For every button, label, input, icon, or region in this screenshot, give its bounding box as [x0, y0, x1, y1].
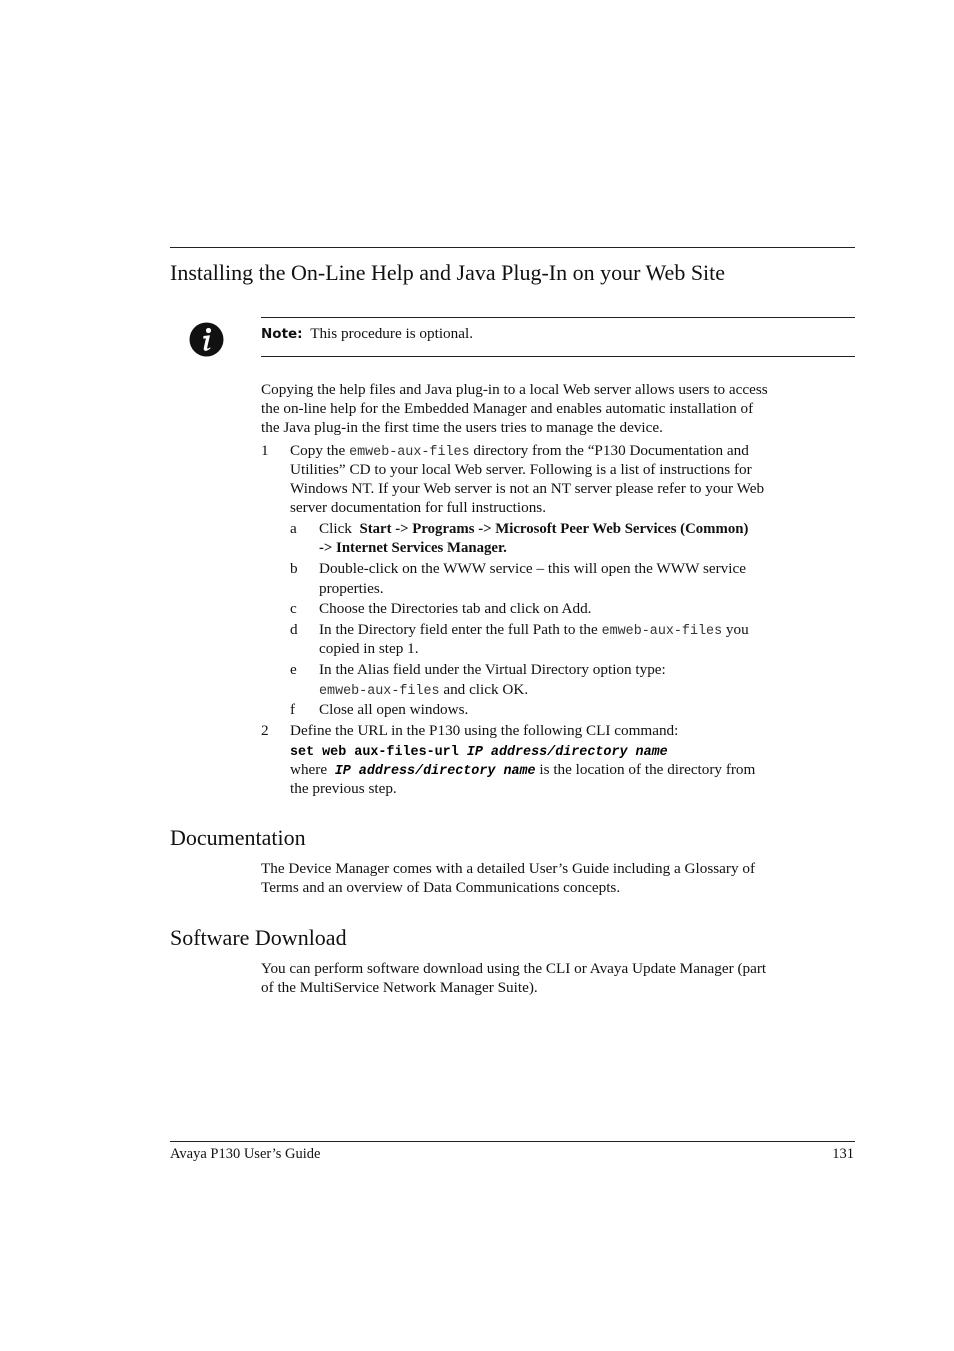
step-1-line-2: Utilities” CD to your local Web server. Following is a list of instructions for	[290, 461, 752, 478]
software-download-line-1: You can perform software download using the CLI or Avaya Update Manager (part	[261, 960, 767, 977]
sub-d-line-1: In the Directory field enter the full Path to the emweb-aux-files you	[319, 621, 749, 639]
sub-b-letter: b	[290, 560, 298, 577]
sub-a-line-1: Click Start -> Programs -> Microsoft Peer Web Services (Common)	[319, 520, 749, 537]
note	[261, 324, 473, 344]
intro-line-3: the Java plug-in the first time the users tries to manage the device.	[261, 419, 663, 436]
step-2-line-3: where IP address/directory name is the location of the directory from	[290, 761, 756, 779]
sub-e-letter: e	[290, 661, 297, 678]
software-download-line-2: of the MultiService Network Manager Suite).	[261, 979, 538, 996]
menu-path: Start -> Programs -> Microsoft Peer Web Services (Common)	[359, 521, 749, 537]
documentation-heading: Documentation	[170, 825, 306, 850]
sub-c-line-1: Choose the Directories tab and click on Add.	[319, 600, 592, 617]
step-1-line-4: server documentation for full instructions.	[290, 499, 547, 516]
note-top-rule	[261, 317, 855, 318]
sub-b-line-2: properties.	[319, 580, 384, 597]
step-1-line-3: Windows NT. If your Web server is not an NT server please refer to your Web	[290, 480, 765, 497]
info-icon	[189, 322, 224, 357]
sub-b-line-1: Double-click on the WWW service – this will open the WWW service	[319, 560, 746, 577]
step-1-number: 1	[261, 442, 269, 459]
sub-a-letter: a	[290, 520, 297, 537]
step-1-line-1: Copy the emweb-aux-files directory from the “P130 Documentation and	[290, 442, 749, 460]
page-number: 131	[832, 1146, 854, 1162]
note-label: Note:	[261, 326, 303, 342]
sub-d-line-2: copied in step 1.	[319, 640, 419, 657]
sub-f-line-1: Close all open windows.	[319, 701, 469, 718]
step-2-number: 2	[261, 722, 269, 739]
intro-line-2: the on-line help for the Embedded Manager and enables automatic installation of	[261, 400, 754, 417]
footer-title: Avaya P130 User’s Guide	[170, 1146, 321, 1162]
footer-rule	[170, 1141, 855, 1142]
sub-a-line-2: -> Internet Services Manager.	[319, 540, 507, 556]
software-download-heading: Software Download	[170, 925, 347, 950]
note-text: This procedure is optional.	[310, 325, 473, 342]
documentation-line-2: Terms and an overview of Data Communications concepts.	[261, 879, 621, 896]
sub-f-letter: f	[290, 701, 296, 718]
step-2-line-1: Define the URL in the P130 using the following CLI command:	[290, 722, 679, 739]
cli-command: set web aux-files-url IP address/directory name	[290, 745, 668, 760]
sub-c-letter: c	[290, 600, 297, 617]
sub-e-line-2: emweb-aux-files and click OK.	[319, 681, 529, 699]
top-rule	[170, 247, 855, 248]
sub-d-letter: d	[290, 621, 298, 638]
sub-e-line-1: In the Alias field under the Virtual Directory option type:	[319, 661, 666, 678]
documentation-line-1: The Device Manager comes with a detailed User’s Guide including a Glossary of	[261, 860, 756, 877]
step-2-line-4: the previous step.	[290, 780, 397, 797]
section-title: Installing the On-Line Help and Java Plug-In on your Web Site	[170, 260, 726, 285]
note-bottom-rule	[261, 356, 855, 357]
code-emweb-aux-files: emweb-aux-files	[349, 445, 470, 460]
intro-line-1: Copying the help files and Java plug-in to a local Web server allows users to access	[261, 381, 768, 398]
